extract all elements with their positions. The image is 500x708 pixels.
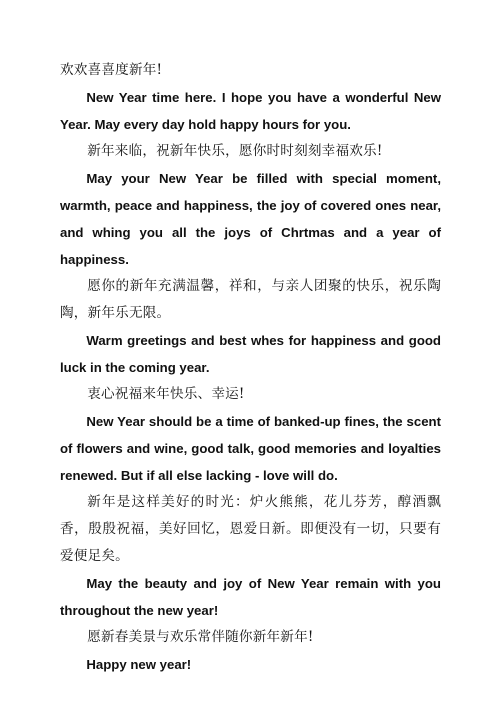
paragraph-chinese-2: 愿你的新年充满温馨，祥和，与亲人团聚的快乐，祝乐陶陶，新年乐无限。 <box>60 278 441 321</box>
document-body <box>60 57 441 678</box>
paragraph-chinese-4: 新年是这样美好的时光：炉火熊熊，花儿芬芳，醇酒飘香，殷殷祝福，美好回忆，恩爱日新。即便没有一切，只要有爱便足矣。 <box>60 494 441 564</box>
paragraph-closing: Happy new year! <box>86 657 192 672</box>
paragraph-greeting-title: 欢欢喜喜度新年! <box>60 62 163 78</box>
paragraph-english-2: May your New Year be filled with special moment, warmth, peace and happiness, the joy of covered ones near, and whing you all the joys of Chrtmas and a year of happiness. <box>60 171 441 267</box>
paragraph-english-1: New Year time here. I hope you have a wonderful New Year. May every day hold happy hours for you. <box>60 90 441 132</box>
paragraph-chinese-1: 新年来临，祝新年快乐，愿你时时刻刻幸福欢乐! <box>87 143 383 159</box>
paragraph-english-3: Warm greetings and best whes for happiness and good luck in the coming year. <box>60 333 441 375</box>
paragraph-english-4: New Year should be a time of banked-up fines, the scent of flowers and wine, good talk, good memories and loyalties renewed. But if all else lacking - love will do. <box>60 414 441 483</box>
paragraph-chinese-3: 衷心祝福来年快乐、幸运! <box>87 386 245 402</box>
paragraph-chinese-5: 愿新春美景与欢乐常伴随你新年新年! <box>87 629 314 645</box>
paragraph-english-5: May the beauty and joy of New Year remain with you throughout the new year! <box>60 576 441 618</box>
